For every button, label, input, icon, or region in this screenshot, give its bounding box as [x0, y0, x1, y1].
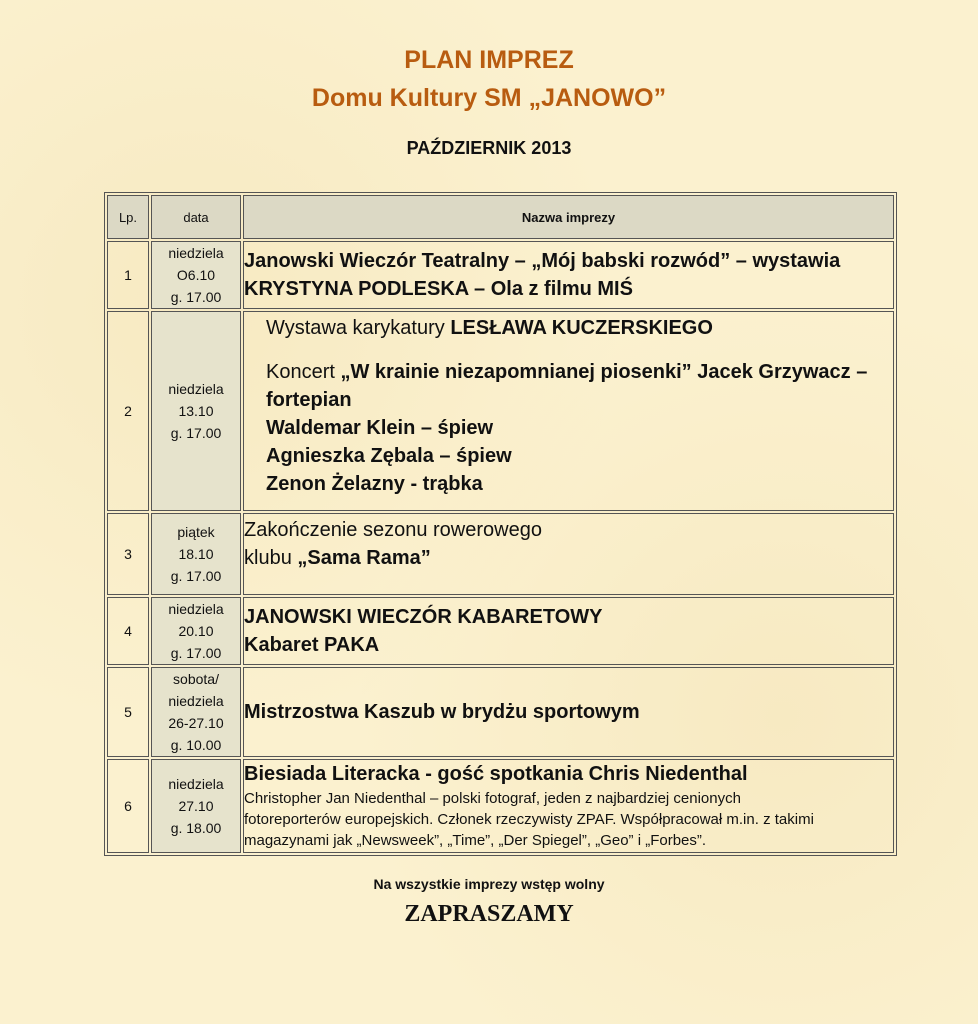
row-number: 4	[107, 597, 149, 665]
date-time: g. 10.00	[170, 737, 222, 753]
concert-title: „W krainie niezapomnianej piosenki” Jacek Grzywacz – fortepian	[266, 361, 868, 411]
events-table	[104, 192, 897, 856]
date-value: 27.10	[178, 798, 214, 814]
date-day: piątek	[177, 524, 215, 540]
date-day: niedziela	[168, 693, 224, 709]
date-value: 20.10	[178, 623, 214, 639]
date-value: 18.10	[178, 546, 214, 562]
event-description: fotoreporterów europejskich. Członek rzeczywisty ZPAF. Współpracował m.in. z takimi	[244, 811, 814, 828]
date-day: niedziela	[168, 381, 224, 397]
row-date	[151, 597, 241, 665]
date-day: niedziela	[168, 245, 224, 261]
date-day: sobota/	[173, 671, 219, 687]
performer: Waldemar Klein – śpiew	[266, 417, 494, 439]
table-row	[107, 241, 894, 309]
event-name	[243, 667, 894, 757]
date-value: 13.10	[178, 403, 214, 419]
exhibition-artist: LESŁAWA KUCZERSKIEGO	[450, 317, 713, 339]
row-number: 1	[107, 241, 149, 309]
club-label: klubu	[244, 547, 298, 569]
row-number: 2	[107, 311, 149, 511]
event-name	[243, 759, 894, 853]
event-description: Christopher Jan Niedenthal – polski fotograf, jeden z najbardziej cenionych	[244, 790, 741, 807]
event-line: Kabaret PAKA	[244, 634, 380, 656]
concert-line	[266, 358, 893, 414]
date-value: O6.10	[176, 267, 216, 283]
event-line: KRYSTYNA PODLESKA – Ola z filmu MIŚ	[244, 278, 633, 300]
date-time: g. 17.00	[170, 425, 222, 441]
free-entry-note: Na wszystkie imprezy wstęp wolny	[373, 876, 605, 892]
month-heading: PAŹDZIERNIK 2013	[406, 138, 572, 158]
row-number: 6	[107, 759, 149, 853]
event-line: Mistrzostwa Kaszub w brydżu sportowym	[244, 701, 640, 723]
club-name: „Sama Rama”	[297, 547, 431, 569]
row-date	[151, 311, 241, 511]
event-line: Biesiada Literacka - gość spotkania Chris Niedenthal	[244, 763, 748, 785]
date-time: g. 17.00	[170, 568, 222, 584]
row-date	[151, 513, 241, 595]
event-name	[243, 597, 894, 665]
exhibition-line	[266, 314, 893, 342]
table-row	[107, 759, 894, 853]
event-name	[243, 513, 894, 595]
row-date	[151, 667, 241, 757]
date-time: g. 17.00	[170, 289, 222, 305]
concert-label: Koncert	[266, 361, 341, 383]
table-header-row	[107, 195, 894, 239]
column-header-lp: Lp.	[107, 195, 149, 239]
performer: Zenon Żelazny - trąbka	[266, 473, 483, 495]
event-line	[244, 544, 893, 572]
event-line: JANOWSKI WIECZÓR KABARETOWY	[244, 606, 603, 628]
event-line: Zakończenie sezonu rowerowego	[244, 519, 542, 541]
invitation: ZAPRASZAMY	[404, 901, 574, 927]
page-title: PLAN IMPREZ	[404, 46, 574, 74]
row-date	[151, 759, 241, 853]
performer: Agnieszka Zębala – śpiew	[266, 445, 512, 467]
table-row	[107, 667, 894, 757]
event-description: magazynami jak „Newsweek”, „Time”, „Der Spiegel”, „Geo” i „Forbes”.	[244, 832, 707, 849]
date-time: g. 18.00	[170, 820, 222, 836]
date-day: niedziela	[168, 601, 224, 617]
event-line: Janowski Wieczór Teatralny – „Mój babski rozwód” – wystawia	[244, 250, 841, 272]
column-header-date: data	[151, 195, 241, 239]
date-time: g. 17.00	[170, 645, 222, 661]
row-date	[151, 241, 241, 309]
column-header-event-name: Nazwa imprezy	[243, 195, 894, 239]
page-subtitle: Domu Kultury SM „JANOWO”	[311, 84, 667, 112]
table-row	[107, 597, 894, 665]
row-number: 3	[107, 513, 149, 595]
event-name	[243, 241, 894, 309]
row-number: 5	[107, 667, 149, 757]
table-row	[107, 311, 894, 511]
table-row	[107, 513, 894, 595]
date-day: niedziela	[168, 776, 224, 792]
event-name	[243, 311, 894, 511]
exhibition-label: Wystawa karykatury	[266, 317, 451, 339]
date-value: 26-27.10	[168, 715, 224, 731]
